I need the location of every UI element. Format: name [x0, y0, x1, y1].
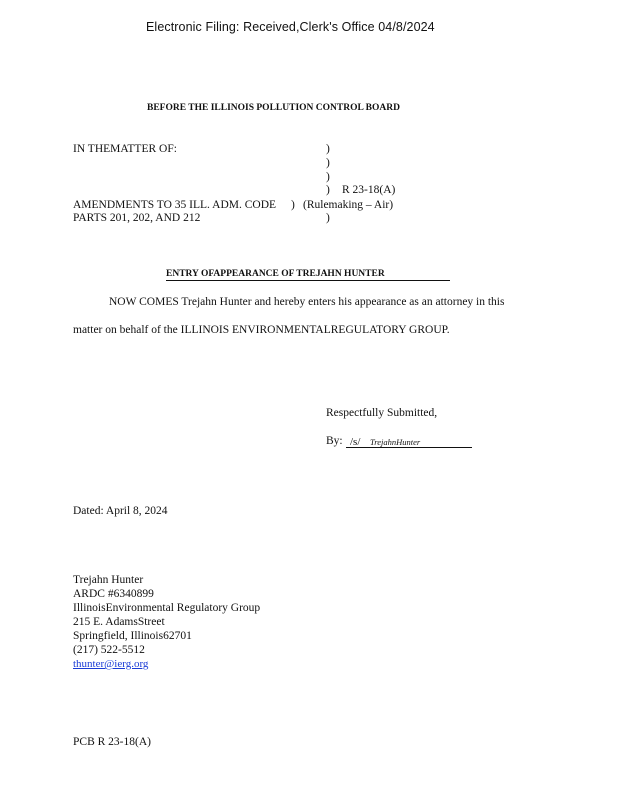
- rulemaking-label: (Rulemaking – Air): [303, 199, 394, 211]
- body-line-1: NOW COMES Trejahn Hunter and hereby enters his appearance as an attorney in this: [109, 296, 505, 308]
- contact-name: Trejahn Hunter: [73, 574, 144, 586]
- signature-line: [346, 447, 472, 448]
- in-the-matter-label: IN THEMATTER OF:: [73, 143, 177, 155]
- amendments-line: AMENDMENTS TO 35 ILL. ADM. CODE: [73, 199, 277, 211]
- contact-street: 215 E. AdamsStreet: [73, 616, 165, 628]
- signature-slash-s: /s/: [350, 436, 361, 448]
- board-heading: BEFORE THE ILLINOIS POLLUTION CONTROL BOARD: [147, 103, 400, 113]
- filing-stamp: Electronic Filing: Received,Clerk's Office 04/8/2024: [146, 20, 435, 34]
- caption-paren: ): [326, 157, 330, 169]
- body-line-2: matter on behalf of the ILLINOIS ENVIRONMENTALREGULATORY GROUP.: [73, 324, 450, 336]
- parts-line: PARTS 201, 202, AND 212: [73, 212, 201, 224]
- contact-email-link[interactable]: thunter@ierg.org: [73, 658, 149, 670]
- contact-ardc: ARDC #6340899: [73, 588, 154, 600]
- caption-paren: ): [326, 184, 330, 196]
- entry-of-appearance-title: ENTRY OFAPPEARANCE OF TREJAHN HUNTER: [166, 269, 385, 279]
- dated-line: Dated: April 8, 2024: [73, 505, 168, 517]
- respectfully-submitted: Respectfully Submitted,: [326, 407, 438, 419]
- docket-number: R 23-18(A): [342, 184, 396, 196]
- caption-paren: ): [326, 212, 330, 224]
- caption-paren: ): [326, 143, 330, 155]
- caption-paren: ): [291, 199, 295, 211]
- by-label: By:: [326, 435, 343, 447]
- signature-name: TrejahnHunter: [370, 437, 421, 447]
- contact-phone: (217) 522-5512: [73, 644, 145, 656]
- contact-org: IllinoisEnvironmental Regulatory Group: [73, 602, 261, 614]
- caption-paren: ): [326, 171, 330, 183]
- contact-city: Springfield, Illinois62701: [73, 630, 192, 642]
- footer-docket: PCB R 23-18(A): [73, 736, 151, 748]
- title-underline: [166, 280, 450, 281]
